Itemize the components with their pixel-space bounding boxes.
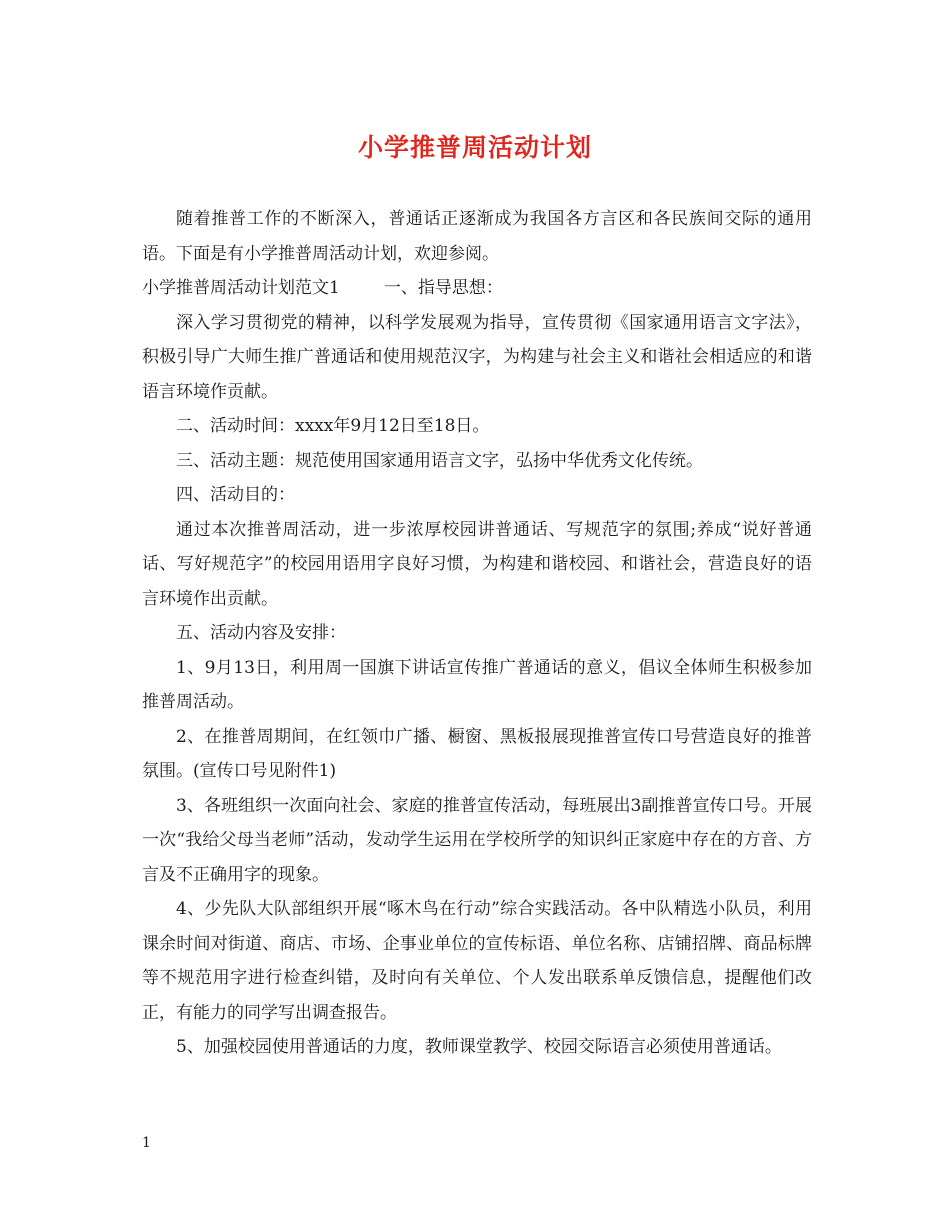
intro-paragraph: 随着推普工作的不断深入，普通话正逐渐成为我国各方言区和各民族间交际的通用语。下面是有小学推普周活动计划，欢迎参阅。 bbox=[142, 209, 812, 264]
content-heading: 五、活动内容及安排： bbox=[176, 623, 346, 643]
guiding-thought-paragraph: 深入学习贯彻党的精神，以科学发展观为指导，宣传贯彻《国家通用语言文字法》，积极引导广大师生推广普通话和使用规范汉字，为构建与社会主义和谐社会相适应的和谐语言环境作贡献。 bbox=[142, 312, 812, 402]
purpose-paragraph: 通过本次推普周活动，进一步浓厚校园讲普通话、写规范字的氛围;养成“说好普通话、写好规范字”的校园用语用字良好习惯，为构建和谐校园、和谐社会，营造良好的语言环境作出贡献。 bbox=[142, 519, 812, 609]
sample-heading-line bbox=[142, 271, 812, 306]
purpose-heading: 四、活动目的： bbox=[176, 485, 295, 505]
content-item: 1、9月13日，利用周一国旗下讲话宣传推广普通话的意义，倡议全体师生积极参加推普周活动。 bbox=[142, 657, 812, 712]
document-title: 小学推普周活动计划 bbox=[357, 133, 592, 162]
document-body bbox=[142, 202, 812, 1065]
content-item: 3、各班组织一次面向社会、家庭的推普宣传活动，每班展出3副推普宣传口号。开展一次“我给父母当老师”活动，发动学生运用在学校所学的知识纠正家庭中存在的方音、方言及不正确用字的现象。 bbox=[142, 795, 812, 885]
page-number: 1 bbox=[142, 1135, 151, 1151]
activity-time-paragraph: 二、活动时间：xxxx年9月12日至18日。 bbox=[176, 416, 490, 436]
content-item: 4、少先队大队部组织开展“啄木鸟在行动”综合实践活动。各中队精选小队员，利用课余时间对街道、商店、市场、企事业单位的宣传标语、单位名称、店铺招牌、商品标牌等不规范用字进行检查纠错，及时向有关单位、个人发出联系单反馈信息，提醒他们改正，有能力的同学写出调查报告。 bbox=[142, 899, 812, 1023]
activity-theme-paragraph: 三、活动主题：规范使用国家通用语言文字，弘扬中华优秀文化传统。 bbox=[176, 450, 703, 471]
content-item: 2、在推普周期间，在红领巾广播、橱窗、黑板报展现推普宣传口号营造良好的推普氛围。(宣传口号见附件1) bbox=[142, 726, 812, 781]
section-1-heading: 一、指导思想： bbox=[383, 278, 503, 298]
content-item: 5、加强校园使用普通话的力度，教师课堂教学、校园交际语言必须使用普通话。 bbox=[176, 1037, 782, 1057]
sample-heading: 小学推普周活动计划范文1 bbox=[142, 278, 340, 298]
